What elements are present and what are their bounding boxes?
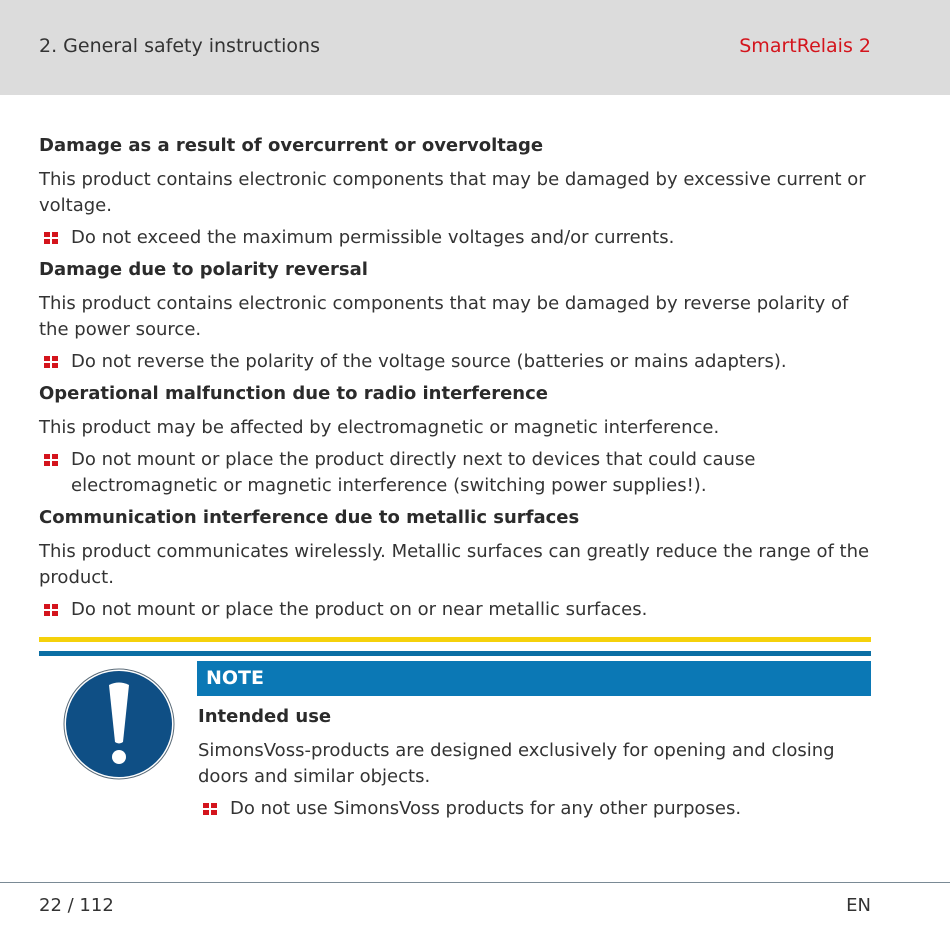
section-text: This product communicates wirelessly. Metallic surfaces can greatly reduce the range of the product. xyxy=(39,541,870,588)
page-header xyxy=(0,0,950,95)
safety-section xyxy=(39,505,874,623)
list-item xyxy=(39,349,874,375)
section-heading: Operational malfunction due to radio interference xyxy=(39,383,548,404)
note-label: NOTE xyxy=(206,667,264,689)
section-text: This product contains electronic components that may be damaged by reverse polarity of the power source. xyxy=(39,293,849,340)
red-square-bullet-icon xyxy=(44,454,58,466)
yellow-divider xyxy=(39,637,871,642)
bullet-text: Do not exceed the maximum permissible voltages and/or currents. xyxy=(71,227,675,248)
note-text: SimonsVoss-products are designed exclusively for opening and closing doors and similar objects. xyxy=(198,740,835,787)
section-heading: Damage due to polarity reversal xyxy=(39,259,368,280)
main-content xyxy=(39,133,874,629)
bullet-text: Do not mount or place the product directly next to devices that could cause electromagnetic or magnetic interference (switching power supplies!). xyxy=(71,449,756,496)
section-text: This product may be affected by electromagnetic or magnetic interference. xyxy=(39,417,720,438)
list-item xyxy=(198,796,871,822)
note-heading: Intended use xyxy=(198,706,332,727)
red-square-bullet-icon xyxy=(44,604,58,616)
product-name: SmartRelais 2 xyxy=(739,35,871,57)
section-title: 2. General safety instructions xyxy=(39,35,321,57)
note-body xyxy=(198,704,871,828)
page-number: 22 / 112 xyxy=(39,895,114,916)
footer-divider xyxy=(0,882,950,883)
red-square-bullet-icon xyxy=(44,356,58,368)
section-heading: Communication interference due to metallic surfaces xyxy=(39,507,580,528)
safety-section xyxy=(39,133,874,251)
exclamation-circle-icon xyxy=(63,668,175,780)
list-item xyxy=(39,597,874,623)
red-square-bullet-icon xyxy=(44,232,58,244)
section-text: This product contains electronic components that may be damaged by excessive current or voltage. xyxy=(39,169,866,216)
list-item xyxy=(39,447,874,499)
language-code: EN xyxy=(846,895,871,916)
note-banner xyxy=(197,661,871,696)
list-item xyxy=(39,225,874,251)
bullet-text: Do not use SimonsVoss products for any other purposes. xyxy=(230,798,742,819)
blue-divider xyxy=(39,651,871,656)
safety-section xyxy=(39,381,874,499)
bullet-text: Do not mount or place the product on or near metallic surfaces. xyxy=(71,599,648,620)
section-heading: Damage as a result of overcurrent or overvoltage xyxy=(39,135,544,156)
safety-section xyxy=(39,257,874,375)
red-square-bullet-icon xyxy=(203,803,217,815)
bullet-text: Do not reverse the polarity of the voltage source (batteries or mains adapters). xyxy=(71,351,787,372)
